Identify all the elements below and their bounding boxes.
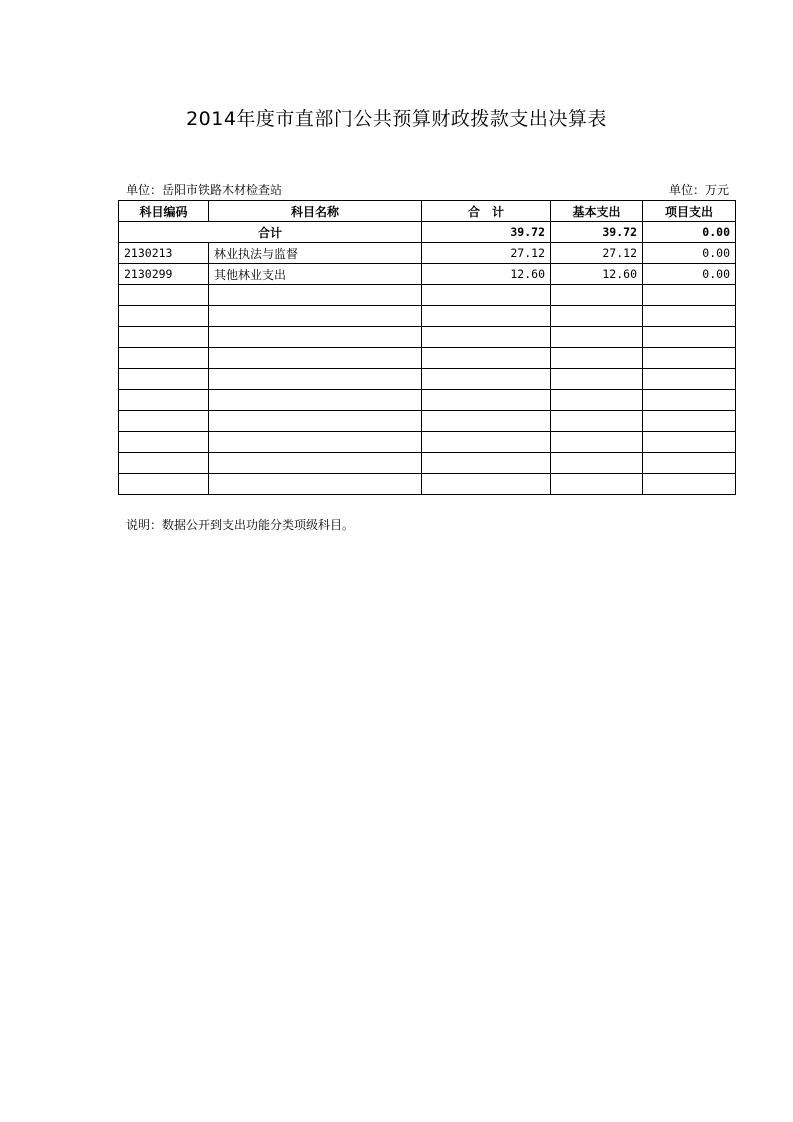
unit-info-row [126, 181, 733, 197]
total-amount: 39.72 [422, 222, 551, 243]
row-code: 2130299 [119, 264, 209, 285]
header-project: 项目支出 [643, 201, 736, 222]
row-basic: 12.60 [551, 264, 643, 285]
row-project: 0.00 [643, 264, 736, 285]
empty-row [119, 432, 736, 453]
row-name: 其他林业支出 [209, 264, 422, 285]
empty-row [119, 348, 736, 369]
row-total: 12.60 [422, 264, 551, 285]
empty-row [119, 390, 736, 411]
table-row [119, 264, 736, 285]
empty-row [119, 285, 736, 306]
empty-row [119, 327, 736, 348]
empty-row [119, 411, 736, 432]
header-basic: 基本支出 [551, 201, 643, 222]
header-code: 科目编码 [119, 201, 209, 222]
table-row [119, 243, 736, 264]
header-name: 科目名称 [209, 201, 422, 222]
empty-row [119, 453, 736, 474]
table-header-row [119, 201, 736, 222]
total-project: 0.00 [643, 222, 736, 243]
footnote: 说明：数据公开到支出功能分类项级科目。 [126, 518, 355, 532]
reporting-unit: 单位：岳阳市铁路木材检查站 [126, 183, 283, 197]
total-label: 合计 [119, 222, 422, 243]
empty-row [119, 306, 736, 327]
currency-unit: 单位：万元 [668, 183, 729, 197]
total-row [119, 222, 736, 243]
row-name: 林业执法与监督 [209, 243, 422, 264]
page-title: 2014年度市直部门公共预算财政拨款支出决算表 [186, 108, 607, 130]
row-basic: 27.12 [551, 243, 643, 264]
row-code: 2130213 [119, 243, 209, 264]
empty-row [119, 474, 736, 495]
header-total: 合 计 [422, 201, 551, 222]
row-project: 0.00 [643, 243, 736, 264]
row-total: 27.12 [422, 243, 551, 264]
empty-row [119, 369, 736, 390]
expenditure-table [118, 200, 736, 495]
total-basic: 39.72 [551, 222, 643, 243]
